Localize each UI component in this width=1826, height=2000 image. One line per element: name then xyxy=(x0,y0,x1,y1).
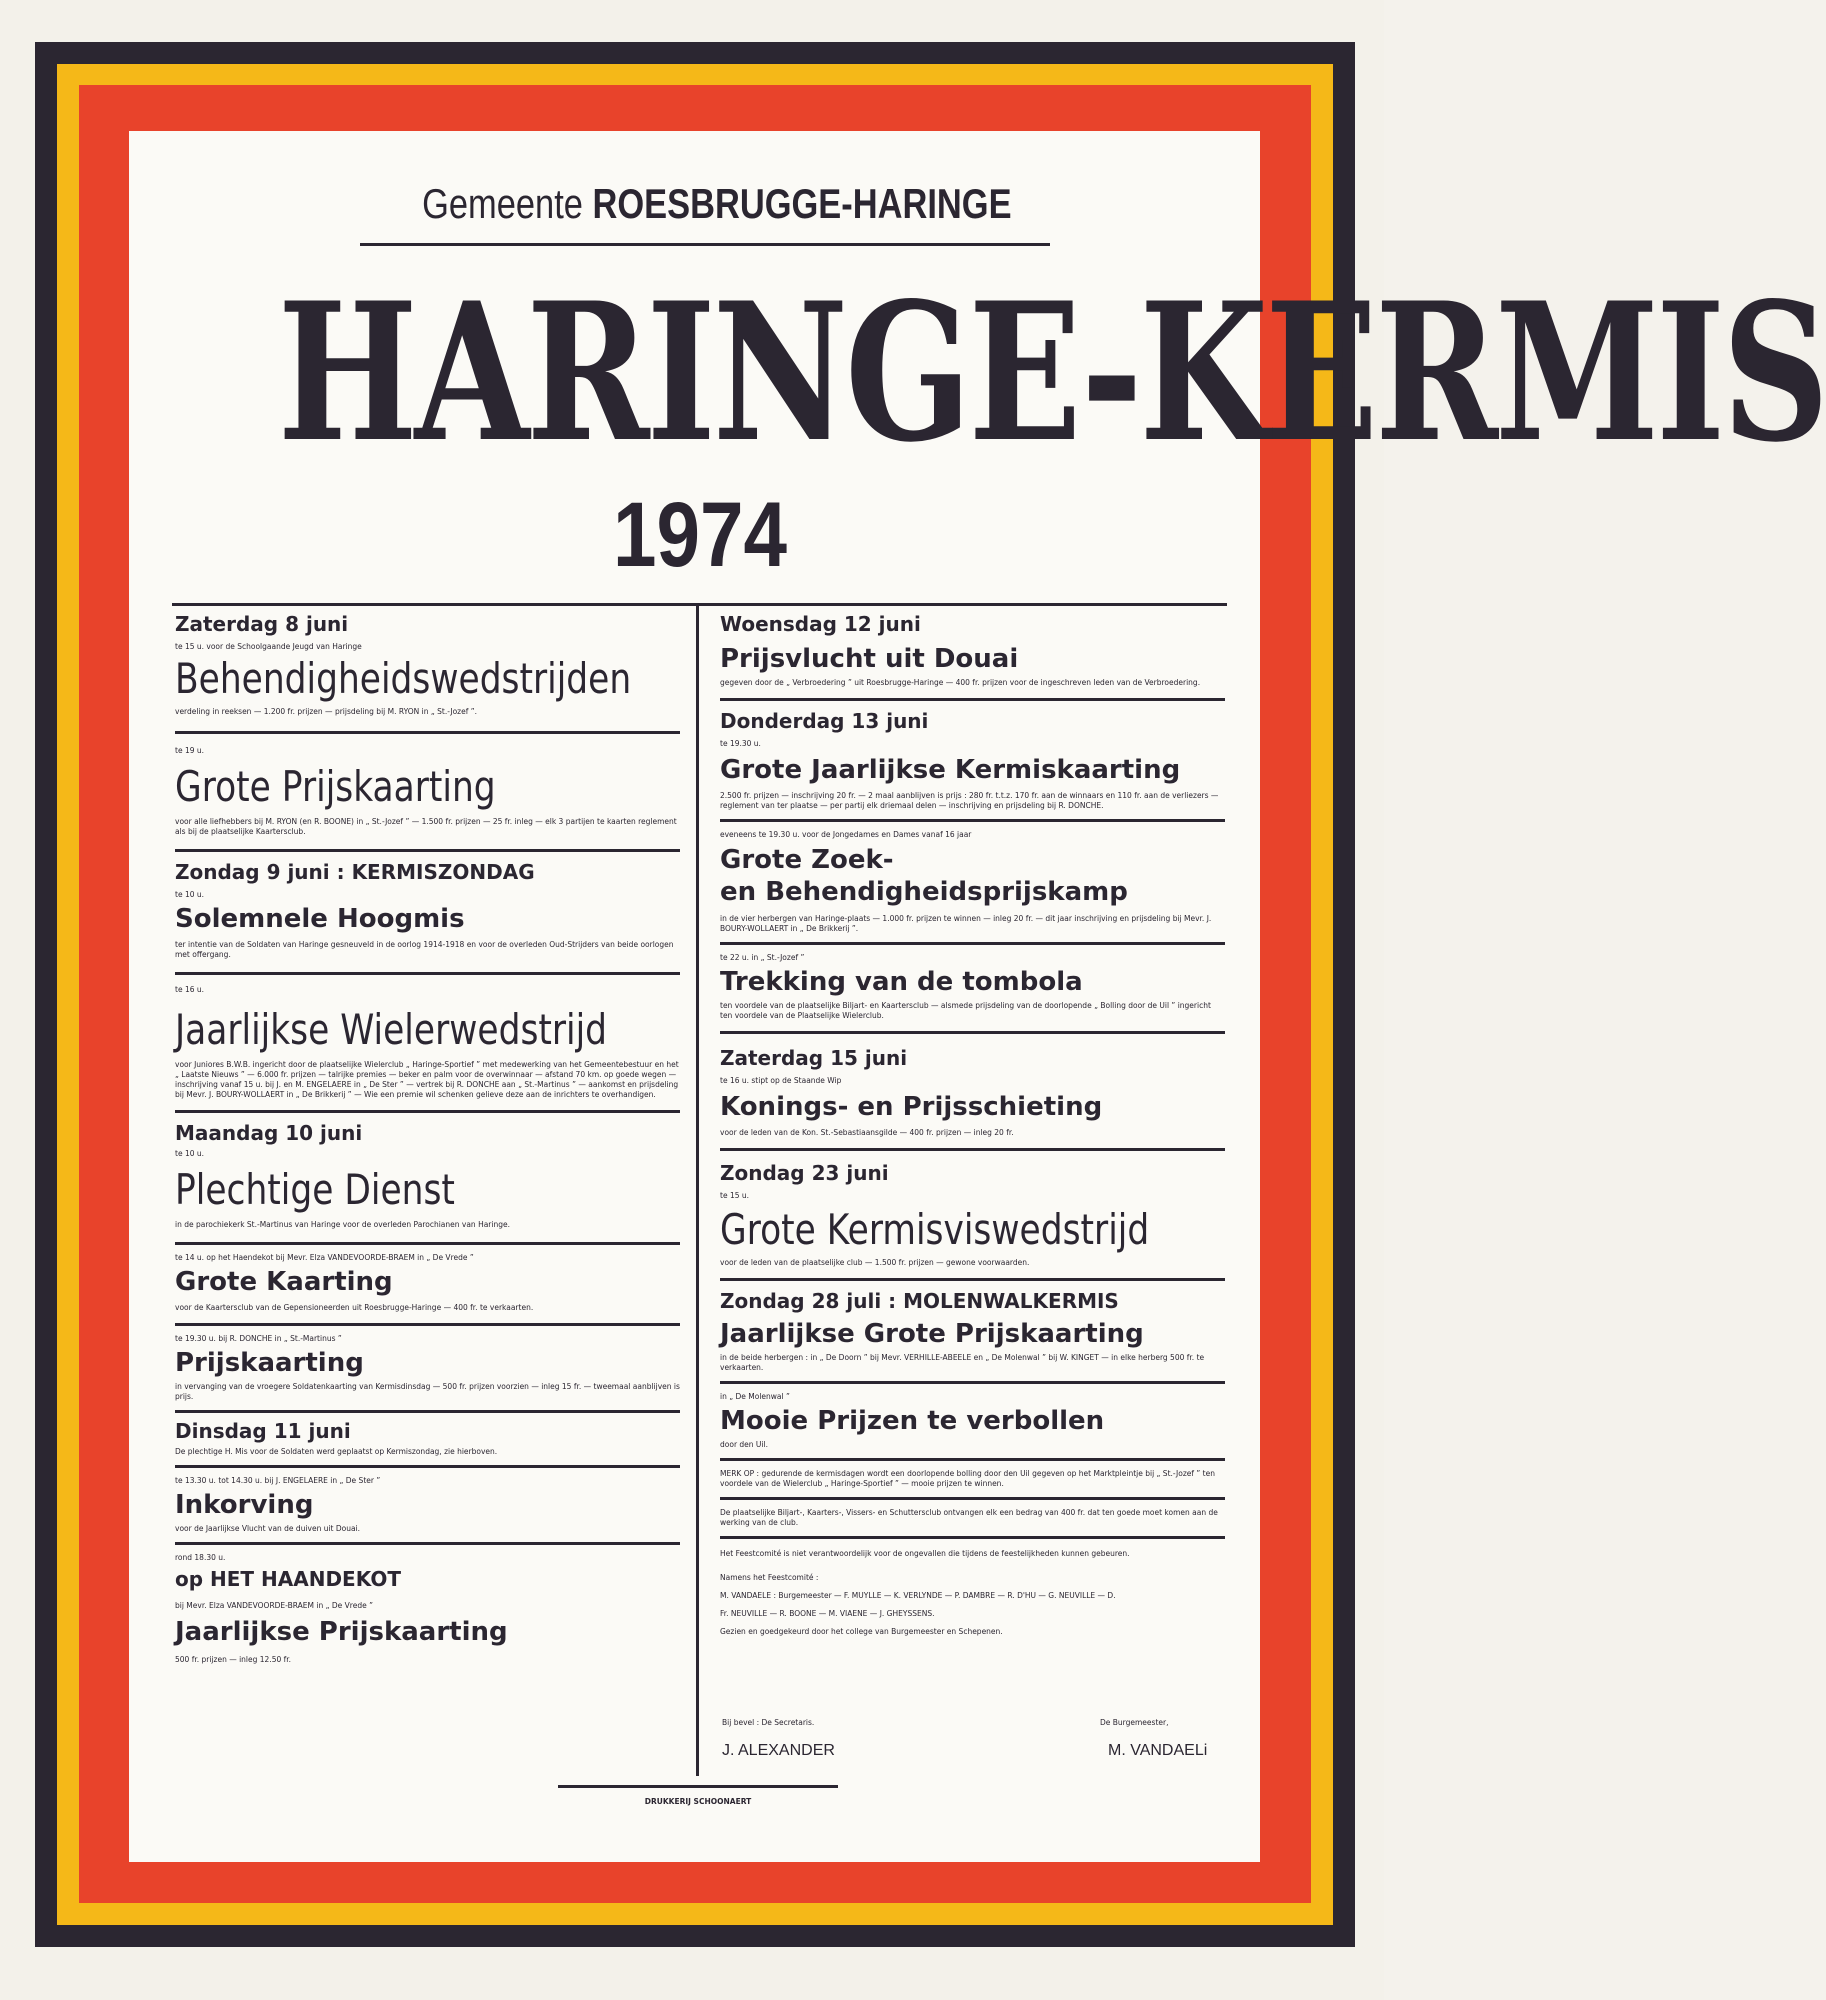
event-time: in „ De Molenwal ” xyxy=(720,1392,790,1401)
day-heading: Zondag 28 juli : MOLENWALKERMIS xyxy=(720,1289,1119,1313)
event-note: voor alle liefhebbers bij M. RYON (en R. BOONE) in „ St.-Jozef ” — 1.500 fr. prijzen — 25 fr. inleg — elk 3 partijen te kaarten reglement als bij de plaatselijke Kaartersclub. xyxy=(175,817,677,836)
event-title: Prijsvlucht uit Douai xyxy=(720,644,1019,674)
top-rule xyxy=(172,603,1227,606)
committee-members: Fr. NEUVILLE — R. BOONE — M. VIAENE — J. GHEYSSENS. xyxy=(720,1609,935,1618)
event-time: te 10 u. xyxy=(175,1149,205,1158)
day-heading: Zondag 9 juni : KERMISZONDAG xyxy=(175,860,535,884)
mayor-label: De Burgemeester, xyxy=(1100,1718,1169,1727)
event-title: Grote Prijskaarting xyxy=(175,762,496,811)
event-note: voor de Kaartersclub van de Gepensioneerden uit Roesbrugge-Haringe — 400 fr. te verkaarten. xyxy=(175,1303,534,1312)
section-rule xyxy=(720,1497,1225,1500)
event-time: te 15 u. xyxy=(720,1191,750,1200)
section-rule xyxy=(720,1031,1225,1034)
section-rule xyxy=(175,1110,680,1113)
section-rule xyxy=(175,1323,680,1326)
committee-heading: Namens het Feestcomité : xyxy=(720,1573,819,1582)
day-heading: Woensdag 12 juni xyxy=(720,612,921,636)
day-heading: Maandag 10 juni xyxy=(175,1121,363,1145)
event-title: Mooie Prijzen te verbollen xyxy=(720,1406,1105,1436)
event-title: Plechtige Dienst xyxy=(175,1165,455,1214)
event-title: Grote Jaarlijkse Kermiskaarting xyxy=(720,755,1181,785)
event-time: te 14 u. op het Haendekot bij Mevr. Elza VANDEVOORDE-BRAEM in „ De Vrede ” xyxy=(175,1253,474,1262)
event-title: Jaarlijkse Grote Prijskaarting xyxy=(720,1319,1144,1349)
event-title: Inkorving xyxy=(175,1490,314,1520)
event-place: bij Mevr. Elza VANDEVOORDE-BRAEM in „ De Vrede ” xyxy=(175,1601,373,1610)
section-rule xyxy=(720,942,1225,945)
event-time: te 16 u. stipt op de Staande Wip xyxy=(720,1076,842,1085)
section-rule xyxy=(720,1458,1225,1461)
event-note: in de beide herbergen : in „ De Doorn ” bij Mevr. VERHILLE-ABEELE en „ De Molenwal ” bij W. KINGET — in elke herberg 500 fr. te verkaarten. xyxy=(720,1353,1205,1372)
column-divider xyxy=(696,606,699,1776)
event-title: Solemnele Hoogmis xyxy=(175,904,465,934)
section-rule xyxy=(720,1536,1225,1539)
notice-text: MERK OP : gedurende de kermisdagen wordt een doorlopende bolling door den Uil gegeven op het Marktpleintje bij „ St.-Jozef ” ten voordele van de Wielerclub „ Haringe-Sportief ” — mooie prijzen te winnen. xyxy=(720,1469,1215,1488)
order-label: Bij bevel : De Secretaris. xyxy=(722,1718,815,1727)
secretary-signature: J. ALEXANDER xyxy=(722,1742,835,1759)
day-heading: Zaterdag 8 juni xyxy=(175,612,349,636)
event-note: voor de leden van de Kon. St.-Sebastiaansgilde — 400 fr. prijzen — inleg 20 fr. xyxy=(720,1128,1014,1137)
bottom-rule xyxy=(558,1785,838,1788)
event-time: te 22 u. in „ St.-Jozef ” xyxy=(720,953,805,962)
event-note: in vervanging van de vroegere Soldatenkaarting van Kermisdinsdag — 500 fr. prijzen voorzien — inleg 15 fr. — tweemaal aanblijven is prijs. xyxy=(175,1382,680,1401)
event-title: Grote Zoek- xyxy=(720,845,894,875)
event-title: Grote Kermisviswedstrijd xyxy=(720,1205,1150,1254)
committee-members: M. VANDAELE : Burgemeester — F. MUYLLE — K. VERLYNDE — P. DAMBRE — R. D'HU — G. NEUVILLE — D. xyxy=(720,1591,1116,1600)
event-title: Jaarlijkse Prijskaarting xyxy=(175,1617,508,1647)
heading-underline xyxy=(360,243,1050,246)
section-rule xyxy=(175,849,680,852)
section-rule xyxy=(175,1410,680,1413)
event-note: door den Uil. xyxy=(720,1440,768,1449)
section-rule xyxy=(175,972,680,975)
event-note: ten voordele van de plaatselijke Biljart- en Kaartersclub — alsmede prijsdeling van de doorlopende „ Bolling door de Uil ” ingericht ten voordele van de Plaatselijke Wielerclub. xyxy=(720,1001,1211,1020)
event-note: voor Juniores B.W.B. ingericht door de plaatselijke Wielerclub „ Haringe-Sportief ” met medewerking van het Gemeentebestuur en het „ Laatste Nieuws ” — 6.000 fr. prijzen — talrijke premies — beker en palm voor de overwinnaar — afstand 70 km. op goede wegen — inschrijving vanaf 15 u. bij J. en M. ENGELAERE in „ De Ster ” — vertrek bij R. DONCHE aan „ St.-Martinus ” — aankomst en prijsdeling bij Mevr. J. BOURY-WOLLAERT in „ De Brikkerij ” — Wie een premie wil schenken gelieve deze aan de inrichters te overhandigen. xyxy=(175,1060,679,1099)
section-rule xyxy=(720,1381,1225,1384)
day-heading: Zaterdag 15 juni xyxy=(720,1046,908,1070)
section-rule xyxy=(720,1148,1225,1151)
event-time: te 19.30 u. xyxy=(720,739,761,748)
event-title: Prijskaarting xyxy=(175,1348,364,1378)
event-time: te 16 u. xyxy=(175,985,205,994)
section-rule xyxy=(720,698,1225,701)
poster-title: HARINGE-KERMIS xyxy=(277,261,1826,484)
section-rule xyxy=(175,1542,680,1545)
event-note: 2.500 fr. prijzen — inschrijving 20 fr. — 2 maal aanblijven is prijs : 280 fr. t.t.z. 170 fr. aan de winnaars en 110 fr. aan de verliezers — reglement van ter plaatse — per partij elk driemaal delen — inschrijving en prijsdeling bij R. DONCHE. xyxy=(720,791,1219,810)
section-rule xyxy=(175,731,680,734)
section-rule xyxy=(175,1465,680,1468)
event-note: voor de Jaarlijkse Vlucht van de duiven uit Douai. xyxy=(175,1524,361,1533)
section-rule xyxy=(720,819,1225,822)
event-time: te 13.30 u. tot 14.30 u. bij J. ENGELAERE in „ De Ster ” xyxy=(175,1476,381,1485)
event-title: op HET HAANDEKOT xyxy=(175,1567,401,1591)
event-note: gegeven door de „ Verbroedering ” uit Roesbrugge-Haringe — 400 fr. prijzen voor de ingeschreven leden van de Verbroedering. xyxy=(720,678,1201,687)
event-time: te 15 u. voor de Schoolgaande Jeugd van Haringe xyxy=(175,642,362,651)
event-time: eveneens te 19.30 u. voor de Jongedames en Dames vanaf 16 jaar xyxy=(720,830,972,839)
day-heading: Zondag 23 juni xyxy=(720,1161,889,1185)
mayor-signature: M. VANDAELi xyxy=(1108,1742,1208,1759)
notice-text: Het Feestcomité is niet verantwoordelijk voor de ongevallen die tijdens de feestelijkheden kunnen gebeuren. xyxy=(720,1549,1130,1558)
event-note: 500 fr. prijzen — inleg 12.50 fr. xyxy=(175,1655,292,1664)
event-note: in de vier herbergen van Haringe-plaats — 1.000 fr. prijzen te winnen — inleg 20 fr. — dit jaar inschrijving en prijsdeling bij Mevr. J. BOURY-WOLLAERT in „ De Brikkerij ”. xyxy=(720,914,1212,933)
event-title: Trekking van de tombola xyxy=(720,967,1083,997)
event-note: in de parochiekerk St.-Martinus van Haringe voor de overleden Parochianen van Haringe. xyxy=(175,1220,510,1229)
day-heading: Donderdag 13 juni xyxy=(720,709,929,733)
event-title: en Behendigheidsprijskamp xyxy=(720,877,1128,907)
day-heading: Dinsdag 11 juni xyxy=(175,1419,351,1443)
event-title: Behendigheidswedstrijden xyxy=(175,654,632,703)
approval-text: Gezien en goedgekeurd door het college van Burgemeester en Schepenen. xyxy=(720,1627,1003,1636)
event-time: te 19 u. xyxy=(175,746,205,755)
event-time: te 10 u. xyxy=(175,890,205,899)
left-column xyxy=(175,612,680,1665)
notice-text: De plaatselijke Biljart-, Kaarters-, Vissers- en Schuttersclub ontvangen elk een bedrag van 400 fr. dat ten goede moet komen aan de werking van de club. xyxy=(720,1508,1218,1527)
poster-year: 1974 xyxy=(613,484,787,586)
event-title: Jaarlijkse Wielerwedstrijd xyxy=(175,1005,608,1054)
event-title: Grote Kaarting xyxy=(175,1267,393,1297)
event-note: verdeling in reeksen — 1.200 fr. prijzen — prijsdeling bij M. RYON in „ St.-Jozef ”. xyxy=(175,707,477,716)
event-note: ter intentie van de Soldaten van Haringe gesneuveld in de oorlog 1914-1918 en voor de overleden Oud-Strijders van beide oorlogen met offergang. xyxy=(175,940,674,959)
event-time: te 19.30 u. bij R. DONCHE in „ St.-Martinus ” xyxy=(175,1334,342,1343)
event-note: De plechtige H. Mis voor de Soldaten werd geplaatst op Kermiszondag, zie hierboven. xyxy=(175,1447,498,1456)
municipality-heading: Gemeente ROESBRUGGE-HARINGE xyxy=(422,180,1012,227)
section-rule xyxy=(175,1242,680,1245)
printer-credit: DRUKKERIJ SCHOONAERT xyxy=(644,1797,752,1806)
event-title: Konings- en Prijsschieting xyxy=(720,1092,1103,1122)
event-time: rond 18.30 u. xyxy=(175,1553,226,1562)
event-note: voor de leden van de plaatselijke club — 1.500 fr. prijzen — gewone voorwaarden. xyxy=(720,1258,1030,1267)
section-rule xyxy=(720,1278,1225,1281)
right-column xyxy=(720,612,1225,1637)
